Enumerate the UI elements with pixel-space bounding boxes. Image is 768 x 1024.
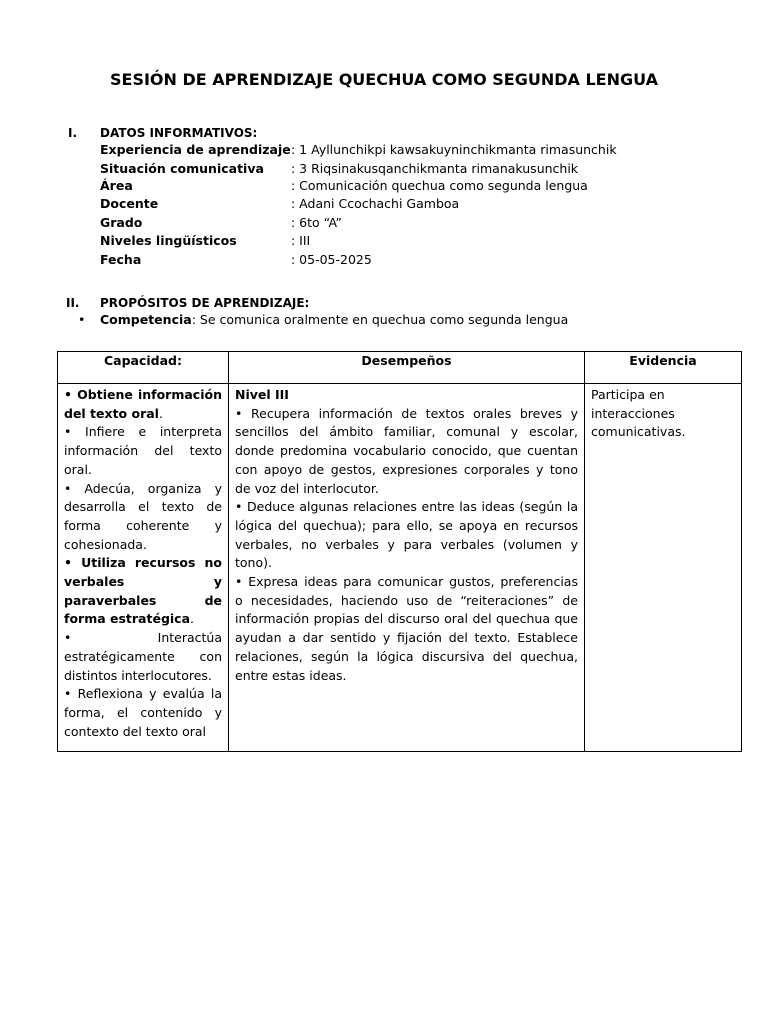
page-title: SESIÓN DE APRENDIZAJE QUECHUA COMO SEGUNDA LENGUA (110, 70, 658, 89)
info-value: : Comunicación quechua como segunda lengua (291, 177, 588, 193)
info-label: Niveles lingüísticos (100, 233, 237, 249)
capacidad-item: • Utiliza recursos no verbales y paraverbales de forma estratégica. (64, 555, 222, 627)
section-2-number: II. (66, 296, 80, 310)
nivel-label: Nivel III (235, 387, 289, 402)
section-1-number: I. (68, 126, 78, 140)
evidencia-cell (585, 384, 742, 752)
section-2-heading: PROPÓSITOS DE APRENDIZAJE: (100, 296, 310, 310)
info-label: Grado (100, 214, 143, 230)
competencia-line (78, 312, 568, 327)
header-desempenos: Desempeños (229, 352, 585, 384)
table-header-row (58, 352, 742, 384)
capacidad-item: • Adecúa, organiza y desarrolla el texto de forma coherente y cohesionada. (64, 480, 222, 552)
purposes-table (57, 351, 742, 752)
info-value: : Adani Ccochachi Gamboa (291, 196, 460, 212)
table-row (58, 384, 742, 752)
info-label: Situación comunicativa (100, 160, 264, 176)
capacidad-cell (58, 384, 229, 752)
info-value: : 05-05-2025 (291, 251, 372, 267)
desempeno-item: • Expresa ideas para comunicar gustos, preferencias o necesidades, haciendo uso de “reiteraciones” de información propias del discurso oral del quechua que ayudan a dar sentido y fijación del texto. Establece relaciones, según la lógica discursiva del quechua, entre estas ideas. (235, 574, 578, 683)
desempeno-item: • Recupera información de textos orales breves y sencillos del ámbito familiar, comunal y escolar, donde predomina vocabulario conocido, que cuentan con apoyo de gestos, expresiones corporales y tono de voz del interlocutor. (235, 405, 578, 496)
section-1-heading: DATOS INFORMATIVOS: (100, 126, 258, 140)
capacidad-item: • Reflexiona y evalúa la forma, el contenido y contexto del texto oral (64, 686, 222, 739)
info-value: : 3 Riqsinakusqanchikmanta rimanakusunchik (291, 160, 579, 176)
info-label: Área (100, 177, 133, 193)
competencia-label: Competencia (100, 312, 192, 327)
bullet-icon: • (78, 312, 86, 327)
capacidad-item: • Interactúa estratégicamente con distintos interlocutores. (64, 630, 222, 683)
header-evidencia: Evidencia (585, 352, 742, 384)
competencia-text: : Se comunica oralmente en quechua como segunda lengua (191, 312, 569, 327)
info-value: : III (291, 233, 311, 249)
capacidad-item: • Infiere e interpreta información del texto oral. (64, 424, 222, 477)
capacidad-item: • Obtiene información del texto oral. (64, 387, 222, 421)
desempenos-cell (229, 384, 585, 752)
info-label: Docente (100, 196, 159, 212)
evidencia-text: Participa en interacciones comunicativas. (591, 387, 686, 440)
header-capacidad: Capacidad: (58, 352, 229, 384)
info-value: : 6to “A” (291, 214, 343, 230)
info-value: : 1 Ayllunchikpi kawsakuyninchikmanta rimasunchik (291, 142, 617, 157)
info-label: Experiencia de aprendizaje (100, 142, 291, 157)
desempeno-item: • Deduce algunas relaciones entre las ideas (según la lógica del quechua); para ello, se apoya en recursos verbales, no verbales y para verbales (volumen y tono). (235, 499, 578, 571)
info-label: Fecha (100, 251, 142, 267)
